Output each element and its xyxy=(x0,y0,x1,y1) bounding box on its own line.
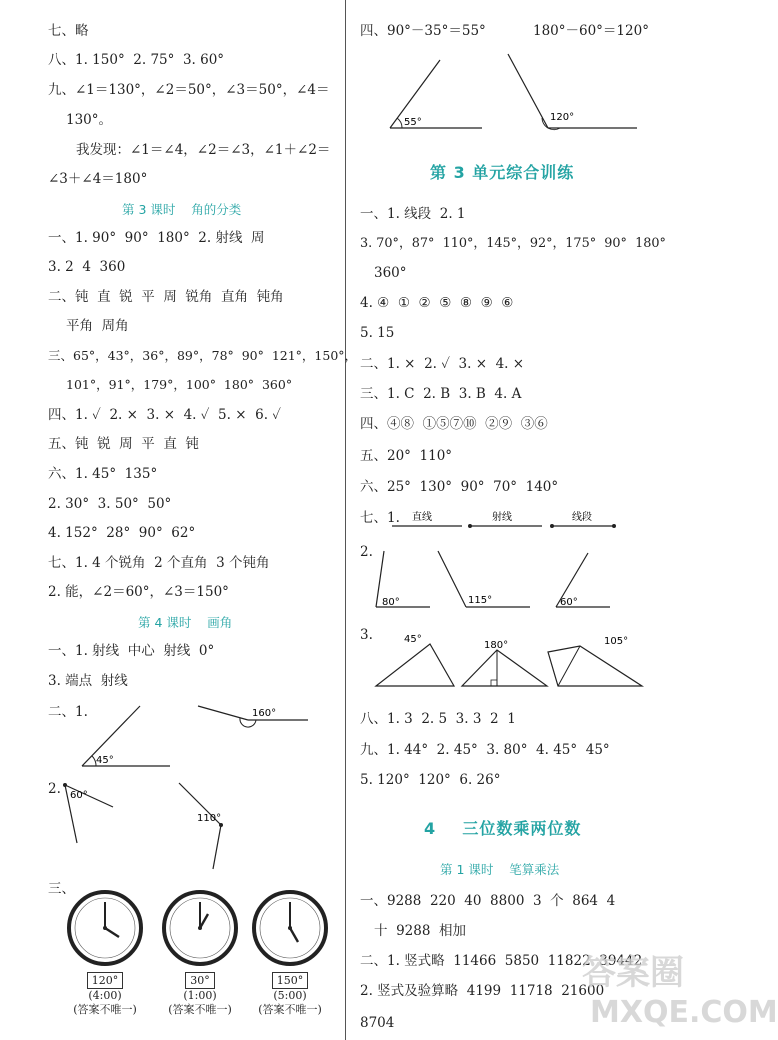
angle-label: 110° xyxy=(197,813,222,824)
answer-line: 一、9288 220 40 8800 3 个 864 4 xyxy=(360,893,616,909)
answer-line: 二、1. 竖式略 11466 5850 11822 39442 xyxy=(360,953,643,969)
answer-line: 4. ④ ① ② ⑤ ⑧ ⑨ ⑥ xyxy=(360,295,514,311)
watermark-url: MXQE.COM xyxy=(590,995,778,1030)
angle-label: 55° xyxy=(404,117,422,128)
answer-box: 150° xyxy=(272,972,309,989)
clock-icon xyxy=(160,888,240,968)
clock-time: (5:00) xyxy=(273,989,307,1002)
section-title: 第 3 课时 角的分类 xyxy=(122,202,242,217)
answer-line: 4. 152° 28° 90° 62° xyxy=(48,525,196,541)
answer-line: 四、1. ✓ 2. × 3. × 4. ✓ 5. × 6. ✓ xyxy=(48,407,281,423)
answer-line: 5. 120° 120° 6. 26° xyxy=(360,772,501,788)
clock-note: (答案不唯一) xyxy=(258,1003,322,1016)
clock-icon xyxy=(65,888,145,968)
answer-line: 我发现：∠1＝∠4，∠2＝∠3，∠1＋∠2＝ xyxy=(76,142,331,158)
angle-label: 160° xyxy=(252,708,277,719)
triangle-label: 45° xyxy=(404,634,422,645)
answer-line: 三、 xyxy=(48,881,75,897)
angle-label: 45° xyxy=(96,755,114,766)
answer-line: 二、钝 直 锐 平 周 锐角 直角 钝角 xyxy=(48,289,284,305)
answer-line: 5. 15 xyxy=(360,325,395,341)
angle-drawings-1 xyxy=(60,700,320,772)
answer-line: 四、90°－35°＝55° 180°－60°＝120° xyxy=(360,23,649,39)
watermark-logo: 答案圈 xyxy=(582,953,684,993)
answer-line: 二、1. xyxy=(48,704,88,720)
angle-drawings-2 xyxy=(370,545,650,615)
clock-note: (答案不唯一) xyxy=(168,1003,232,1016)
answer-line: 八、1. 3 2. 5 3. 3 2 1 xyxy=(360,711,516,727)
clock-item xyxy=(155,888,245,1017)
answer-line: 130°。 xyxy=(66,112,113,128)
clock-item xyxy=(245,888,335,1017)
angle-label: 115° xyxy=(468,595,493,606)
answer-line: 平角 周角 xyxy=(66,318,129,334)
answer-line: 360° xyxy=(374,265,407,281)
chapter-title: 4 三位数乘两位数 xyxy=(424,819,582,838)
answer-line: 五、20° 110° xyxy=(360,448,453,464)
answer-line: 一、1. 线段 2. 1 xyxy=(360,206,466,222)
triangle-label: 180° xyxy=(484,640,509,651)
answer-line: 七、略 xyxy=(48,23,89,39)
answer-line: 2. 30° 3. 50° 50° xyxy=(48,496,172,512)
clock-icon xyxy=(250,888,330,968)
answer-line: 十 9288 相加 xyxy=(374,923,467,939)
answer-line: 六、1. 45° 135° xyxy=(48,466,158,482)
angle-label: 120° xyxy=(550,112,575,123)
answer-line: 一、1. 射线 中心 射线 0° xyxy=(48,643,215,659)
answer-line: 四、④⑧ ①⑤⑦⑩ ②⑨ ③⑥ xyxy=(360,416,548,432)
answer-line: 2. 竖式及验算略 4199 11718 21600 xyxy=(360,983,605,999)
column-divider xyxy=(345,0,346,1040)
answer-line: 3. xyxy=(360,627,373,643)
answer-line: 3. 70°，87° 110°，145°，92°，175° 90° 180° xyxy=(360,236,666,251)
clock-time: (4:00) xyxy=(88,989,122,1002)
triangle-label: 105° xyxy=(604,636,629,647)
angle-label: 80° xyxy=(382,597,400,608)
answer-line: 2. xyxy=(48,781,61,797)
section-title: 第 4 课时 画角 xyxy=(138,615,233,630)
answer-line: 3. 2 4 360 xyxy=(48,259,126,275)
line-types-drawing xyxy=(392,506,652,536)
answer-line: 七、1. xyxy=(360,510,400,526)
answer-line: 2. 能，∠2＝60°，∠3＝150° xyxy=(48,584,229,600)
unit-title: 第 3 单元综合训练 xyxy=(430,163,575,182)
angle-label: 60° xyxy=(70,790,88,801)
angle-label: 60° xyxy=(560,597,578,608)
answer-line: 三、1. C 2. B 3. B 4. A xyxy=(360,386,522,402)
answer-line: 3. 端点 射线 xyxy=(48,673,128,689)
triangle-drawings xyxy=(372,632,652,692)
clock-time: (1:00) xyxy=(183,989,217,1002)
angle-drawings-top xyxy=(382,48,662,138)
answer-line: 五、钝 锐 周 平 直 钝 xyxy=(48,436,199,452)
answer-line: 九、∠1＝130°，∠2＝50°，∠3＝50°，∠4＝ xyxy=(48,82,330,98)
clock-item xyxy=(60,888,150,1017)
answer-line: 2. xyxy=(360,544,373,560)
answer-line: 二、1. × 2. ✓ 3. × 4. × xyxy=(360,356,525,372)
lesson-title: 第 1 课时 笔算乘法 xyxy=(440,862,560,877)
answer-line: ∠3＋∠4＝180° xyxy=(48,171,148,187)
answer-box: 120° xyxy=(87,972,124,989)
answer-box: 30° xyxy=(185,972,215,989)
answer-line: 九、1. 44° 2. 45° 3. 80° 4. 45° 45° xyxy=(360,742,610,758)
line-label: 直线 xyxy=(412,512,432,523)
answer-line: 七、1. 4 个锐角 2 个直角 3 个钝角 xyxy=(48,555,270,571)
answer-line: 八、1. 150° 2. 75° 3. 60° xyxy=(48,52,225,68)
answer-line: 三、65°，43°，36°，89°，78° 90° 121°，150°， xyxy=(48,348,358,363)
answer-line: 六、25° 130° 90° 70° 140° xyxy=(360,479,559,495)
answer-line: 101°，91°，179°，100° 180° 360° xyxy=(66,377,293,392)
line-label: 射线 xyxy=(492,512,512,523)
line-label: 线段 xyxy=(572,512,592,523)
angle-drawings-2 xyxy=(55,775,245,875)
answer-line: 一、1. 90° 90° 180° 2. 射线 周 xyxy=(48,230,265,246)
answer-line: 8704 xyxy=(360,1015,395,1031)
clock-note: (答案不唯一) xyxy=(73,1003,137,1016)
